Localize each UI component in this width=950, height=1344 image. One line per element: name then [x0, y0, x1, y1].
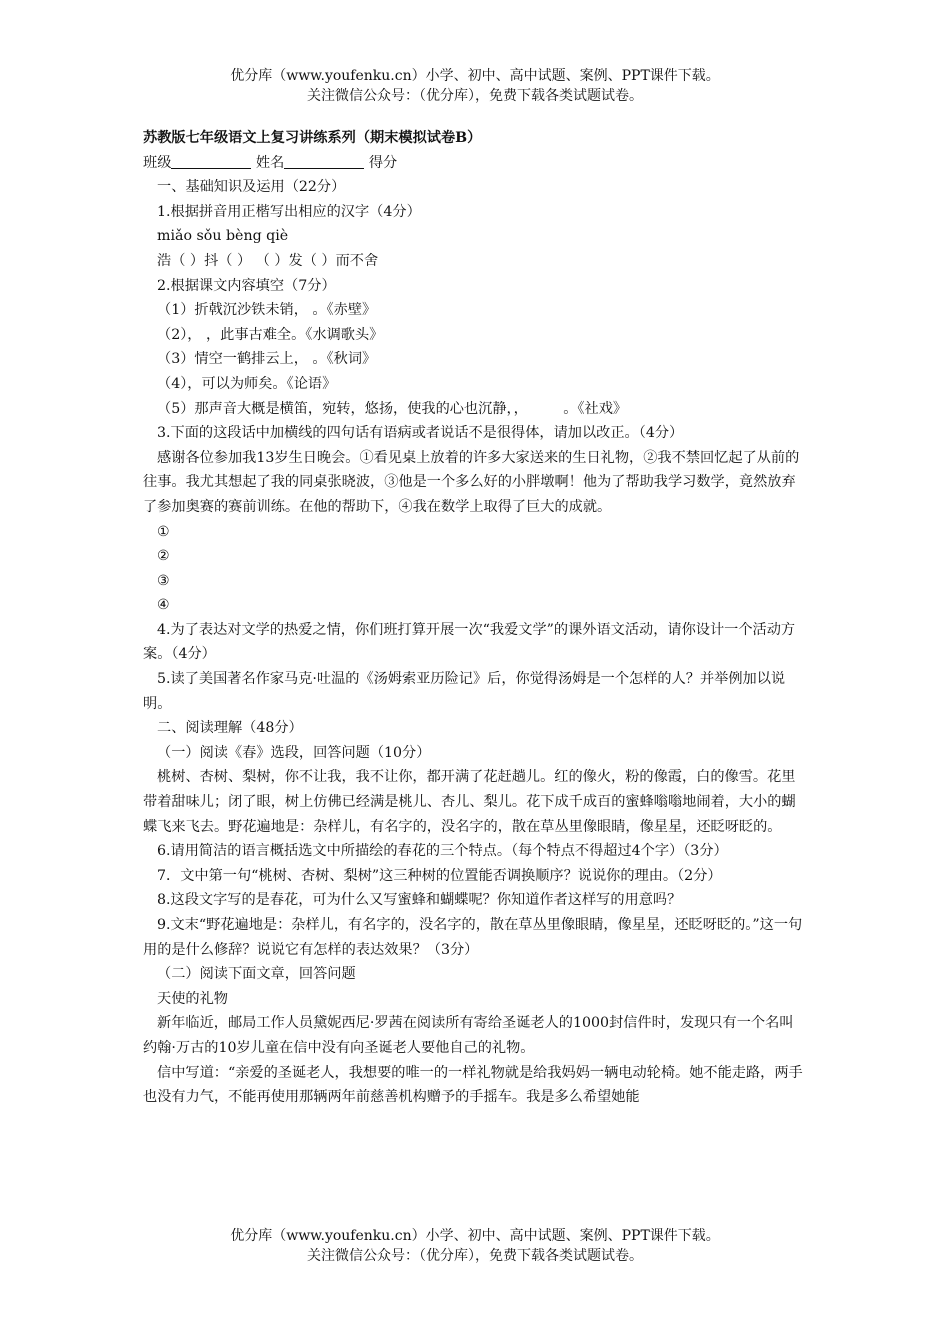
article-paragraph-2: 信中写道：“亲爱的圣诞老人，我想要的唯一的一样礼物就是给我妈妈一辆电动轮椅。她不能走路，两手也没有力气，不能再使用那辆两年前慈善机构赠予的手摇车。我是多么希望她能 — [143, 1064, 803, 1106]
question-4: 4.为了表达对文学的热爱之情，你们班打算开展一次“我爱文学”的课外语文活动，请你设计一个活动方案。（4分） — [143, 621, 796, 663]
question-3-passage: 感谢各位参加我13岁生日晚会。①看见桌上放着的许多大家送来的生日礼物，②我不禁回忆起了从前的往事。我尤其想起了我的同桌张晓波，③他是一个多么好的小胖墩啊！他为了帮助我学习数学，竟然放弃了参加奥赛的赛前训练。在他的帮助下，④我在数学上取得了巨大的成就。 — [143, 449, 800, 515]
document-body — [143, 126, 807, 1110]
section-two-heading: 二、阅读理解（48分） — [157, 720, 303, 737]
article-paragraph-1: 新年临近，邮局工作人员黛妮西尼·罗茜在阅读所有寄给圣诞老人的1000封信件时，发现只有一个名叫约翰·万古的10岁儿童在信中没有向圣诞老人要他自己的礼物。 — [143, 1015, 794, 1056]
footer-line-1: 优分库（www.youfenku.cn）小学、初中、高中试题、案例、PPT课件下载。 — [230, 1228, 720, 1244]
question-2-item-1: （1）折戟沉沙铁未销， 。《赤壁》 — [157, 302, 377, 319]
reading-2-heading: （二）阅读下面文章，回答问题 — [157, 966, 356, 983]
answer-line-2: ② — [157, 548, 170, 565]
question-7: 7．文中第一句“桃树、杏树、梨树”这三种树的位置能否调换顺序？说说你的理由。（2分） — [157, 867, 722, 884]
class-blank[interactable] — [171, 154, 251, 169]
question-2-item-2: （2）， ，此事古难全。《水调歌头》 — [157, 326, 384, 343]
footer-line-2: 关注微信公众号：（优分库），免费下载各类试题试卷。 — [307, 1248, 643, 1264]
question-5: 5.读了美国著名作家马克·吐温的《汤姆索亚历险记》后，你觉得汤姆是一个怎样的人？并举例加以说明。 — [143, 671, 786, 712]
article-title: 天使的礼物 — [157, 990, 228, 1007]
question-2-item-4: （4），可以为师矣。《论语》 — [157, 375, 337, 392]
question-8: 8.这段文字写的是春花，可为什么又写蜜蜂和蝴蝶呢？你知道作者这样写的用意吗？ — [157, 892, 682, 909]
page-header — [0, 66, 950, 106]
document-title: 苏教版七年级语文上复习讲练系列（期末模拟试卷B） — [143, 130, 482, 146]
page-footer — [0, 1226, 950, 1266]
question-3: 3.下面的这段话中加横线的四句话有语病或者说话不是很得体，请加以改正。（4分） — [157, 425, 684, 442]
reading-1-passage: 桃树、杏树、梨树，你不让我，我不让你，都开满了花赶趟儿。红的像火，粉的像霞，白的像雪。花里带着甜味儿；闭了眼，树上仿佛已经满是桃儿、杏儿、梨儿。花下成千成百的蜜蜂嗡嗡地闹着，大小的蝴蝶飞来飞去。野花遍地是：杂样儿，有名字的，没名字的，散在草丛里像眼睛，像星星，还眨呀眨的。 — [143, 769, 796, 835]
student-info-line — [143, 151, 807, 176]
answer-line-1: ① — [157, 523, 170, 540]
question-6: 6.请用简洁的语言概括选文中所描绘的春花的三个特点。（每个特点不得超过4个字）（3分） — [157, 843, 728, 860]
header-line-1: 优分库（www.youfenku.cn）小学、初中、高中试题、案例、PPT课件下载。 — [230, 68, 720, 84]
question-9: 9.文末“野花遍地是：杂样儿，有名字的，没名字的，散在草丛里像眼睛，像星星，还眨呀眨的。”这一句用的是什么修辞？说说它有怎样的表达效果？（3分） — [143, 917, 803, 958]
class-label: 班级 — [143, 154, 172, 171]
name-blank[interactable] — [284, 154, 364, 169]
section-one-heading: 一、基础知识及运用（22分） — [157, 179, 346, 196]
question-1: 1.根据拼音用正楷写出相应的汉字（4分） — [157, 203, 421, 220]
reading-1-heading: （一）阅读《春》选段，回答问题（10分） — [157, 744, 431, 761]
question-2-item-3: （3）情空一鹤排云上， 。《秋词》 — [157, 351, 377, 368]
question-2: 2.根据课文内容填空（7分） — [157, 277, 336, 294]
question-2-item-5: （5）那声音大概是横笛，宛转，悠扬，使我的心也沉静，， 。《社戏》 — [157, 400, 628, 417]
answer-line-4: ④ — [157, 597, 170, 614]
question-1-pinyin: miǎo sǒu bèng qiè — [157, 228, 289, 245]
score-label: 得分 — [368, 154, 398, 171]
header-line-2: 关注微信公众号：（优分库），免费下载各类试题试卷。 — [307, 88, 643, 104]
name-label: 姓名 — [255, 154, 285, 171]
question-1-blanks: 浩（ ）抖（ ） （ ）发（ ）而不舍 — [157, 252, 379, 269]
answer-line-3: ③ — [157, 572, 170, 589]
